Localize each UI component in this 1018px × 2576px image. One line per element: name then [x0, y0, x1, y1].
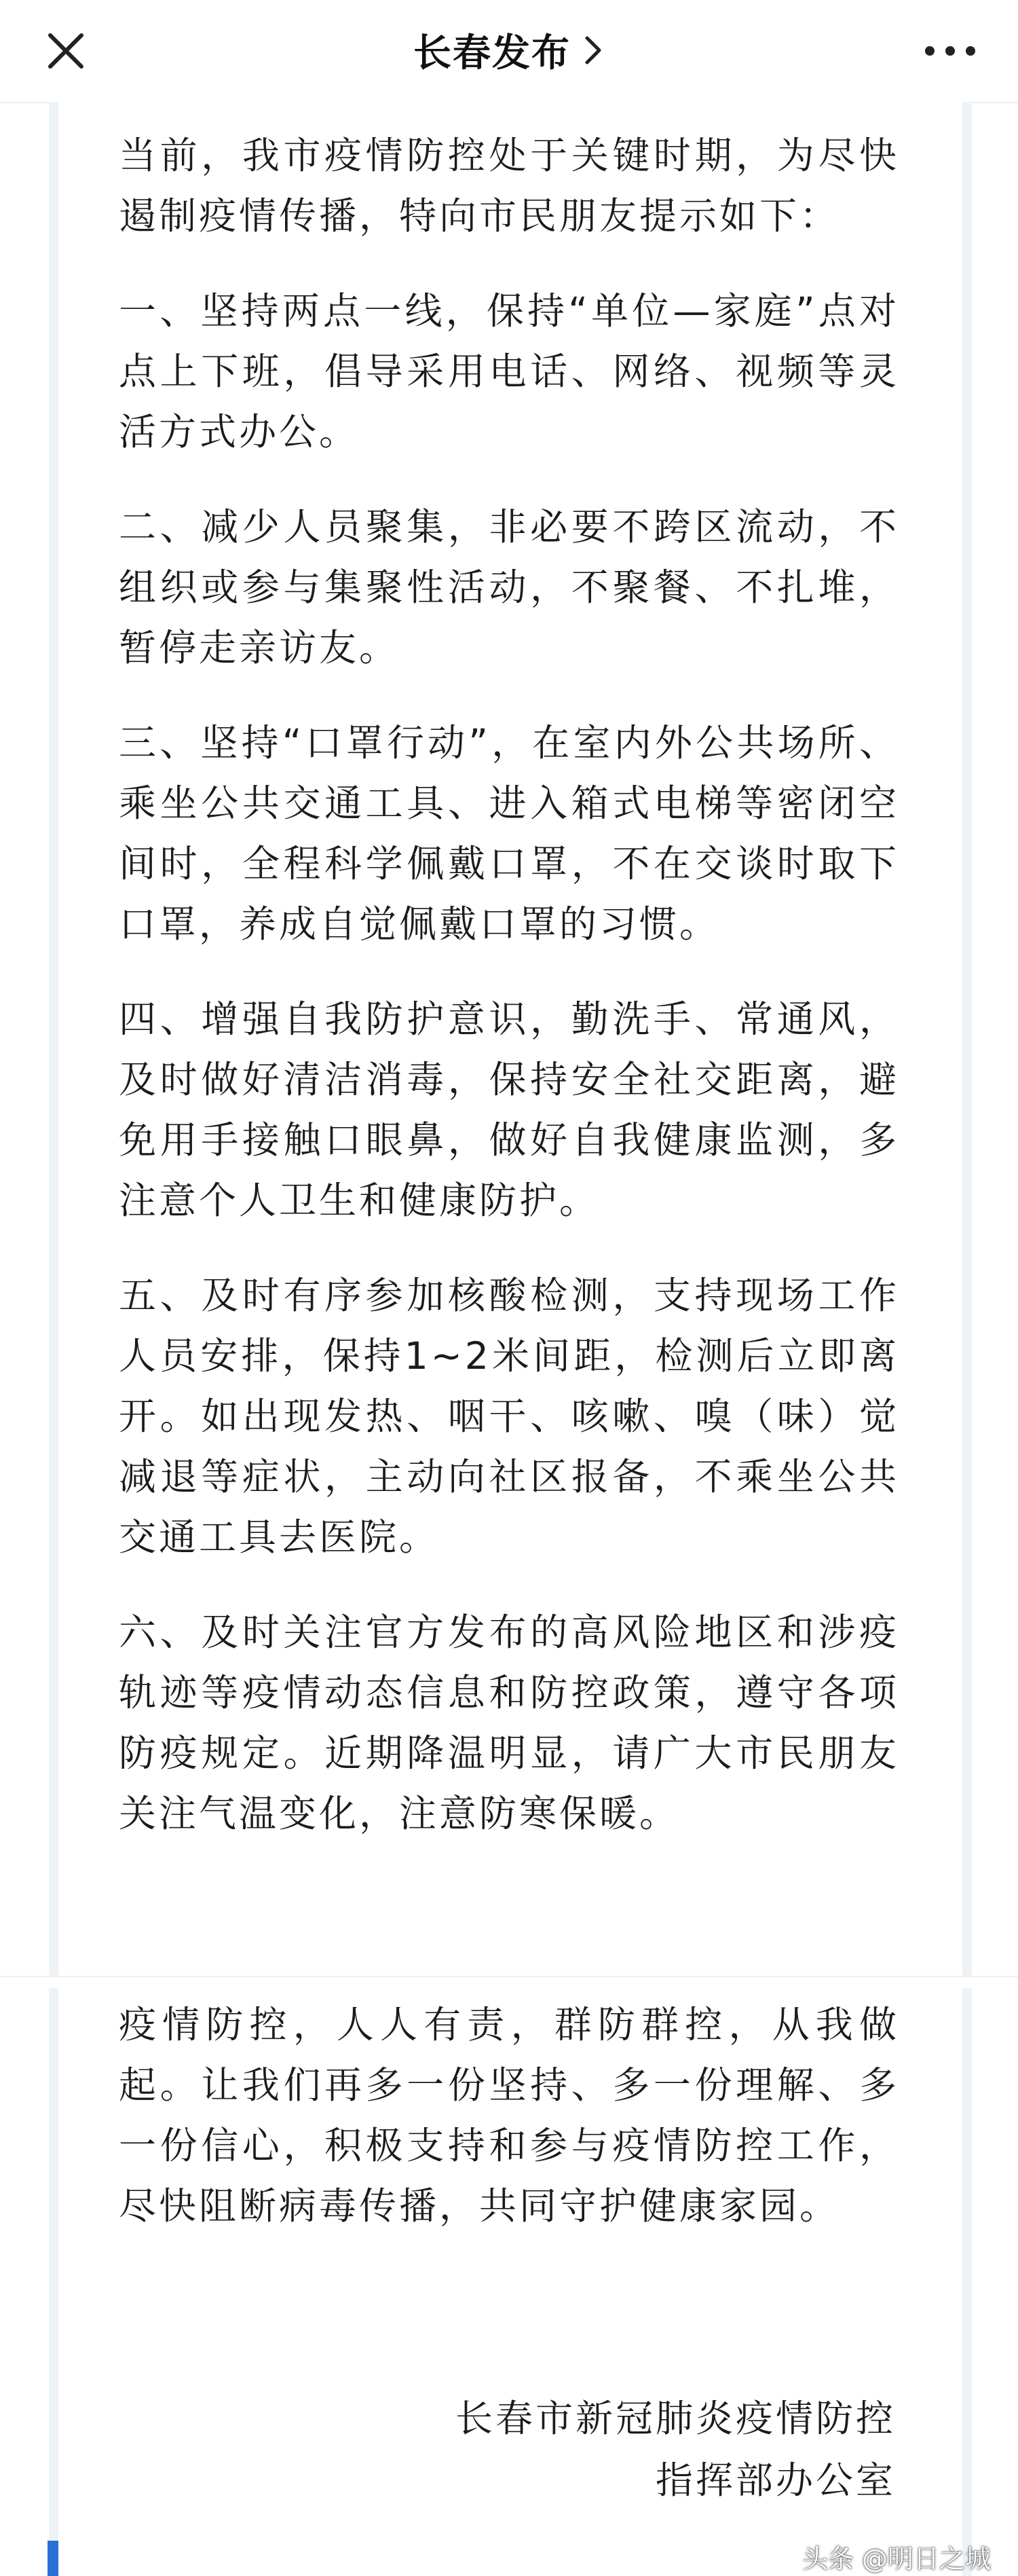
paragraph-item-5: 五、及时有序参加核酸检测，支持现场工作人员安排，保持1~2米间距，检测后立即离开。如出现发热、咽干、咳嗽、嗅（味）觉减退等症状，主动向社区报备，不乘坐公共交通工具去医院。 — [119, 1274, 899, 1559]
source-watermark: 头条 @明日之城 — [802, 2544, 991, 2574]
chevron-right-icon[interactable] — [582, 33, 605, 68]
panel-divider — [0, 1976, 1018, 1989]
page-title[interactable]: 长春发布 — [413, 31, 571, 75]
article-closing — [119, 1995, 899, 2271]
paragraph-item-3: 三、坚持“口罩行动”，在室内外公共场所、乘坐公共交通工具、进入箱式电梯等密闭空间时，全程科学佩戴口罩，不在交谈时取下口罩，养成自觉佩戴口罩的习惯。 — [119, 721, 899, 946]
more-horizontal-icon[interactable] — [920, 37, 981, 65]
paragraph-item-1: 一、坚持两点一线，保持“单位—家庭”点对点上下班，倡导采用电话、网络、视频等灵活方式办公。 — [119, 289, 899, 454]
scroll-indicator — [48, 2541, 58, 2576]
paragraph-item-6: 六、及时关注官方发布的高风险地区和涉疫轨迹等疫情动态信息和防控政策，遵守各项防疫规定。近期降温明显，请广大市民朋友关注气温变化，注意防寒保暖。 — [119, 1611, 899, 1835]
paragraph-item-2: 二、减少人员聚集，非必要不跨区流动，不组织或参与集聚性活动，不聚餐、不扎堆，暂停走亲访友。 — [119, 505, 899, 669]
paragraph-intro: 当前，我市疫情防控处于关键时期，为尽快遏制疫情传播，特向市民朋友提示如下： — [119, 134, 899, 238]
paragraph-closing: 疫情防控，人人有责，群防群控，从我做起。让我们再多一份坚持、多一份理解、多一份信心，积极支持和参与疫情防控工作，尽快阻断病毒传播，共同守护健康家园。 — [119, 2003, 899, 2228]
signature-line-2: 指挥部办公室 — [655, 2459, 896, 2502]
article-body — [119, 126, 899, 1879]
account-title-link[interactable] — [0, 23, 1018, 77]
signature-block — [455, 2388, 896, 2511]
signature-line-1: 长春市新冠肺炎疫情防控 — [455, 2397, 896, 2440]
paragraph-item-4: 四、增强自我防护意识，勤洗手、常通风，及时做好清洁消毒，保持安全社交距离，避免用手接触口眼鼻，做好自我健康监测，多注意个人卫生和健康防护。 — [119, 997, 899, 1222]
top-navigation-bar — [0, 0, 1018, 103]
